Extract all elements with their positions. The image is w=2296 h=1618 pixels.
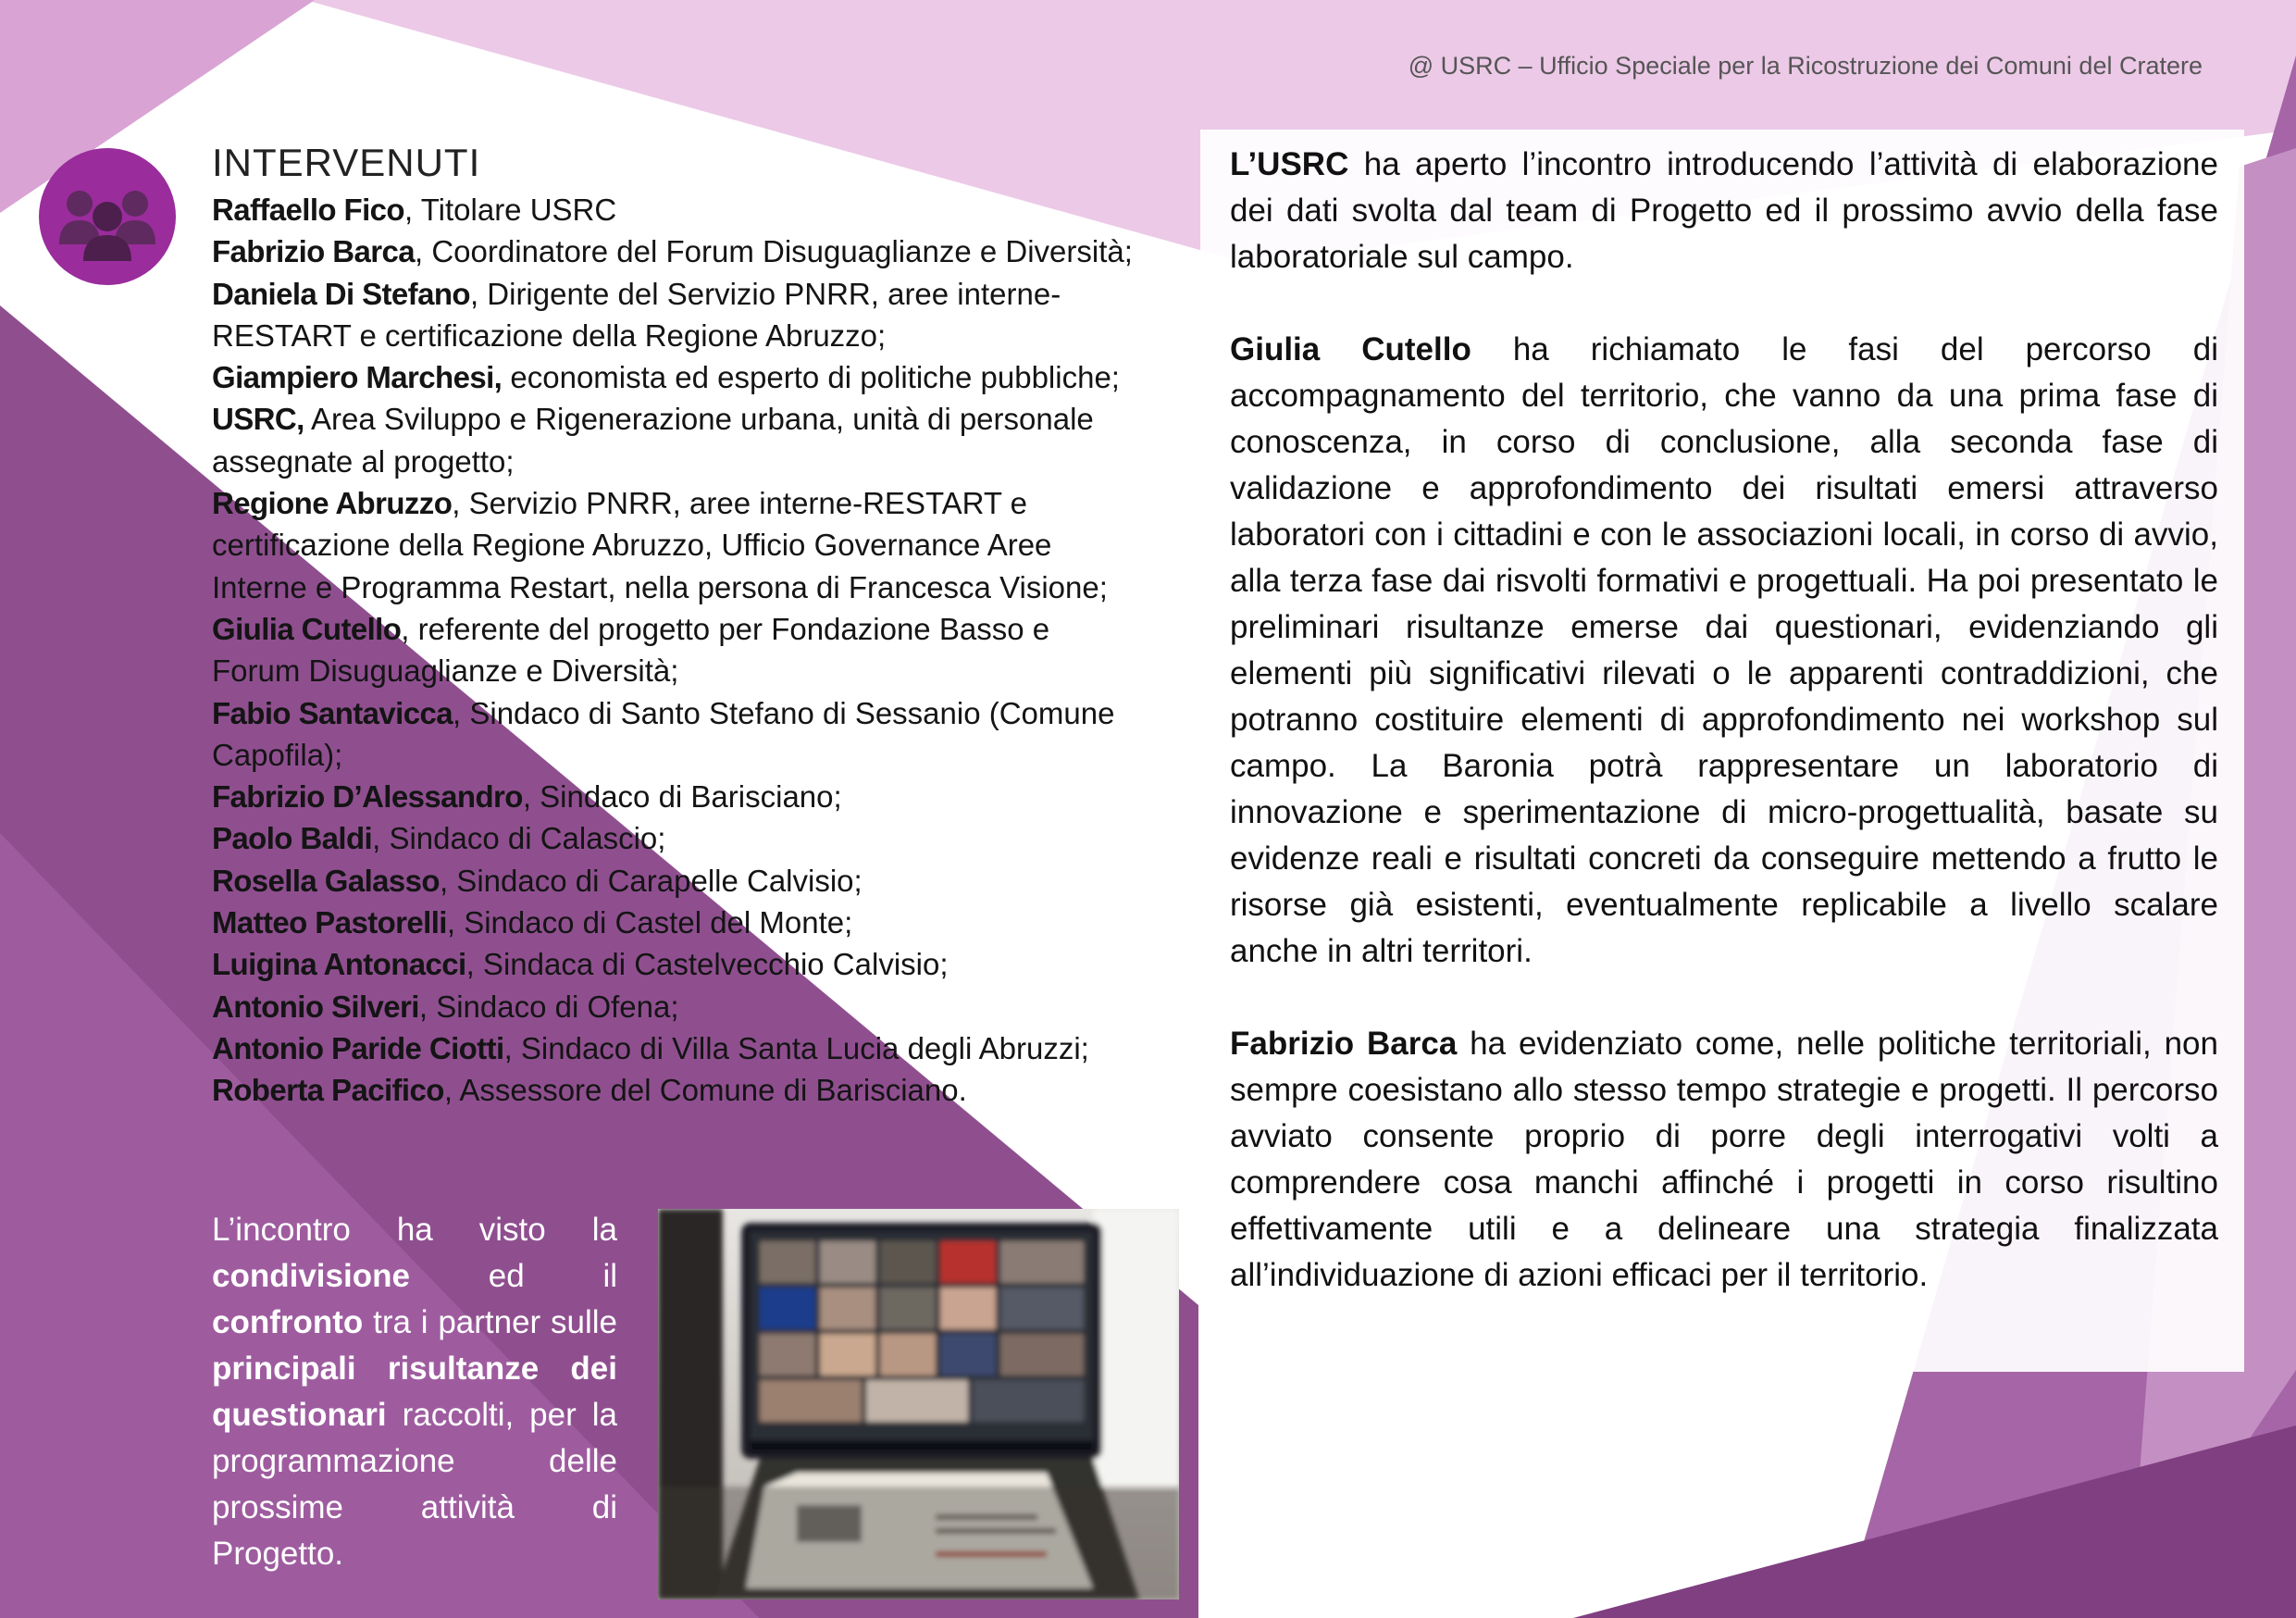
participant-role: , Coordinatore del Forum Disuguaglianze e Diversità;	[415, 234, 1133, 269]
speaker-barca: Fabrizio Barca	[1230, 1026, 1458, 1062]
participant-role: , Sindaco di Castel del Monte;	[446, 905, 853, 940]
participant-name: Daniela Di Stefano	[212, 276, 470, 311]
participant-name: Raffaello Fico	[212, 193, 404, 227]
paragraph-cutello	[1230, 327, 2218, 975]
participant-item	[212, 817, 1137, 859]
participant-name: Matteo Pastorelli	[212, 905, 447, 940]
participant-item	[212, 608, 1137, 692]
meeting-bold-condivisione: condivisione	[212, 1258, 410, 1294]
participant-name: Roberta Pacifico	[212, 1073, 444, 1108]
participant-role: , Dirigente del Servizio PNRR, aree interne-RESTART e certificazione della Regione Abruzzo;	[212, 276, 1061, 353]
participant-name: Luigina Antonacci	[212, 947, 466, 982]
paragraph-barca	[1230, 1021, 2218, 1299]
participant-role: , Titolare USRC	[403, 193, 617, 227]
participant-name: USRC,	[212, 402, 304, 437]
header-credit: @ USRC – Ufficio Speciale per la Ricostruzione dei Comuni del Cratere	[1408, 52, 2203, 80]
meeting-bold-risultanze: principali risultanze dei questionari	[212, 1350, 617, 1433]
participant-role: , Sindaco di Santo Stefano di Sessanio (Comune Capofila);	[212, 695, 1115, 772]
participant-role: economista ed esperto di politiche pubbliche;	[502, 360, 1120, 395]
speaker-cutello: Giulia Cutello	[1230, 331, 1471, 367]
participant-item	[212, 1069, 1137, 1111]
people-group-icon	[39, 148, 176, 285]
participant-item	[212, 273, 1137, 357]
participant-name: Rosella Galasso	[212, 863, 440, 898]
right-text-column	[1230, 142, 2218, 1345]
meeting-text-2: ed il	[409, 1258, 617, 1294]
meeting-bold-confronto: confronto	[212, 1304, 364, 1340]
participant-name: Fabio Santavicca	[212, 695, 453, 730]
paragraph-usrc-text: ha aperto l’incontro introducendo l’attività di elaborazione dei dati svolta dal team di Progetto ed il prossimo avvio della fase laboratoriale sul campo.	[1230, 146, 2218, 275]
meeting-text-4: raccolti, per la programmazione delle prossime attività di Progetto.	[212, 1397, 617, 1572]
participant-role: , referente del progetto per Fondazione Basso e Forum Disuguaglianze e Diversità;	[212, 611, 1050, 689]
participant-role: , Sindaca di Castelvecchio Calvisio;	[465, 947, 949, 982]
meeting-photo	[658, 1209, 1179, 1599]
participant-name: Paolo Baldi	[212, 821, 373, 856]
participant-item	[212, 356, 1137, 398]
participants-section	[212, 141, 1137, 1112]
participant-name: Giulia Cutello	[212, 611, 402, 646]
participant-item	[212, 902, 1137, 943]
paragraph-barca-text: ha evidenziato come, nelle politiche territoriali, non sempre coesistano allo stesso tempo strategie e progetti. Il percorso avviato consente proprio di porre degli interrogativi volti a comprendere cosa manchi affinché i progetti in corso risultino effettivamente utili e a delineare una strategia finalizzata all’individuazione di azioni efficaci per il territorio.	[1230, 1026, 2218, 1293]
participant-role: , Assessore del Comune di Barisciano.	[443, 1073, 967, 1108]
participant-role: , Sindaco di Calascio;	[372, 821, 666, 856]
participant-role: , Sindaco di Barisciano;	[522, 779, 842, 815]
participant-name: Giampiero Marchesi,	[212, 360, 503, 395]
participant-role: , Sindaco di Villa Santa Lucia degli Abruzzi;	[503, 1030, 1089, 1065]
participant-item	[212, 189, 1137, 230]
participant-role: Area Sviluppo e Rigenerazione urbana, unità di personale assegnate al progetto;	[212, 402, 1094, 479]
participant-item	[212, 692, 1137, 777]
meeting-text-3: tra i partner sulle	[363, 1304, 617, 1340]
participant-item	[212, 943, 1137, 985]
participant-item	[212, 482, 1137, 608]
participant-item	[212, 860, 1137, 902]
participant-item	[212, 776, 1137, 817]
participant-name: Fabrizio D’Alessandro	[212, 779, 523, 815]
participant-list	[212, 189, 1137, 1112]
participant-name: Fabrizio Barca	[212, 234, 416, 269]
meeting-description	[212, 1207, 617, 1577]
meeting-text-1: L’incontro ha visto la	[212, 1212, 617, 1248]
participant-name: Antonio Silveri	[212, 989, 419, 1024]
speaker-usrc: L’USRC	[1230, 146, 1349, 182]
participant-role: , Sindaco di Ofena;	[418, 989, 679, 1024]
participant-item	[212, 398, 1137, 482]
participants-heading: INTERVENUTI	[212, 141, 481, 184]
participant-name: Antonio Paride Ciotti	[212, 1030, 504, 1065]
participant-role: , Servizio PNRR, aree interne-RESTART e certificazione della Regione Abruzzo, Ufficio Governance Aree Interne e Programma Restart, nella persona di Francesca Visione;	[212, 486, 1108, 604]
participant-item	[212, 230, 1137, 272]
paragraph-usrc	[1230, 142, 2218, 280]
participant-name: Regione Abruzzo	[212, 486, 453, 521]
participant-item	[212, 1027, 1137, 1069]
paragraph-cutello-text: ha richiamato le fasi del percorso di accompagnamento del territorio, che vanno da una prima fase di conoscenza, in corso di conclusione, alla seconda fase di validazione e approfondimento dei risultati emersi attraverso laboratori con i cittadini e con le associazioni locali, in corso di avvio, alla terza fase dai risvolti formativi e progettuali. Ha poi presentato le preliminari risultanze emerse dai questionari, evidenziando gli elementi più significativi rilevati o le apparenti contraddizioni, che potranno costituire elementi di approfondimento nei workshop sul campo. La Baronia potrà rappresentare un laboratorio di innovazione e sperimentazione di micro-progettualità, basate su evidenze reali e risultati concreti da conseguire mettendo a frutto le risorse già esistenti, eventualmente replicabile a livello scalare anche in altri territori.	[1230, 331, 2218, 969]
participant-role: , Sindaco di Carapelle Calvisio;	[439, 863, 863, 898]
participant-item	[212, 986, 1137, 1027]
